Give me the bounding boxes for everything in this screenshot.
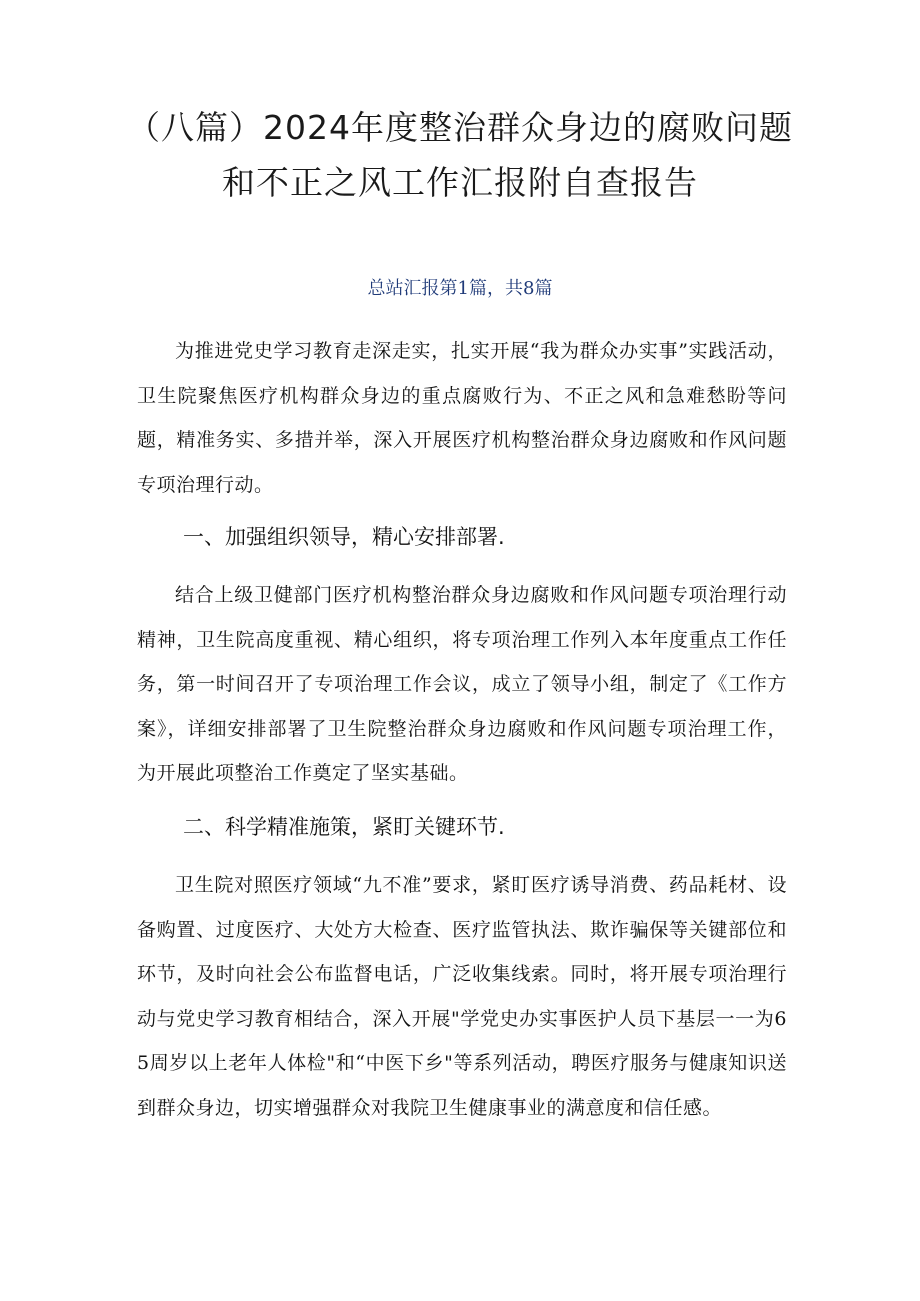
intro-paragraph: 为推进党史学习教育走深走实，扎实开展“我为群众办实事”实践活动，卫生院聚焦医疗机构群众身边的重点腐败行为、不正之风和急难愁盼等问题，精准务实、多措并举，深入开展医疗机构整治群众身边腐败和作风问题专项治理行动。 [137, 340, 787, 496]
document-subtitle: 总站汇报第1篇，共8篇 [367, 278, 553, 299]
section-1-heading: 一、加强组织领导，精心安排部署. [183, 525, 505, 549]
section-1-paragraph: 结合上级卫健部门医疗机构整治群众身边腐败和作风问题专项治理行动精神，卫生院高度重视、精心组织，将专项治理工作列入本年度重点工作任务，第一时间召开了专项治理工作会议，成立了领导小组，制定了《工作方案》，详细安排部署了卫生院整治群众身边腐败和作风问题专项治理工作，为开展此项整治工作奠定了坚实基础。 [137, 584, 787, 784]
section-2-heading: 二、科学精准施策，紧盯关键环节. [183, 815, 505, 839]
section-2-paragraph: 卫生院对照医疗领域“九不准”要求，紧盯医疗诱导消费、药品耗材、设备购置、过度医疗、大处方大检查、医疗监管执法、欺诈骗保等关键部位和环节，及时向社会公布监督电话，广泛收集线索。同时，将开展专项治理行动与党史学习教育相结合，深入开展"学党史办实事医护人员下基层一一为65周岁以上老年人体检"和“中医下乡"等系列活动，聘医疗服务与健康知识送到群众身边，切实增强群众对我院卫生健康事业的满意度和信任感。 [137, 874, 787, 1119]
document-title: （八篇）2024年度整治群众身边的腐败问题和不正之风工作汇报附自查报告 [127, 108, 793, 202]
